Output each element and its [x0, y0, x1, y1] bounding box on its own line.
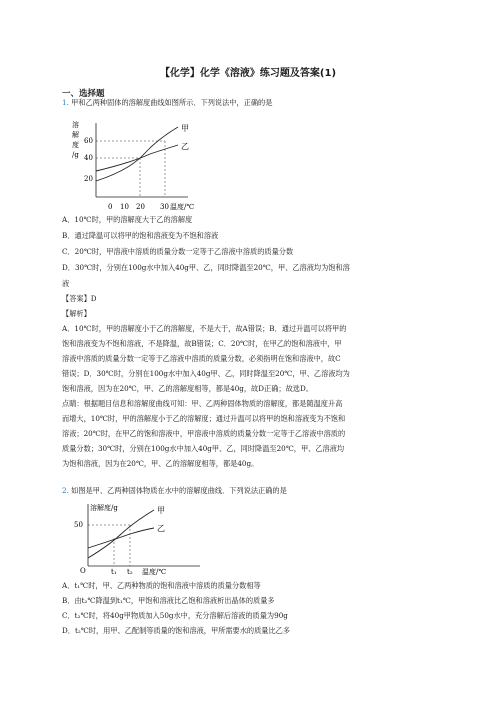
q2-curve-yi — [88, 528, 154, 548]
q1-option-c: C．20℃时，甲溶液中溶质的质量分数一定等于乙溶液中溶质的质量分数 — [62, 247, 294, 256]
q1-analysis-label: 【解析】 — [62, 309, 91, 318]
q2-option-b: B．由t₂℃降温到t₁℃，甲饱和溶液比乙饱和溶液析出晶体的质量多 — [62, 596, 275, 605]
q1-analysis-line-4: 错误；D．30℃时，分别在100g水中加入40g甲、乙，同时降温至20℃，甲、乙溶液均为 — [62, 369, 350, 378]
q2-origin: O — [80, 567, 86, 575]
q1-note-line-4: 质量分数；30℃时，分别在100g水中加入40g甲、乙，同时降温至20℃，甲、乙溶液均 — [62, 444, 345, 453]
q1-option-b: B．通过降温可以将甲的饱和溶液变为不饱和溶液 — [62, 231, 219, 240]
q1-xtick-0: 0 — [108, 203, 113, 211]
q1-xtick-20: 20 — [136, 203, 145, 211]
q1-note-line-1: 点睛：根据题目信息和溶解度曲线可知：甲、乙两种固体物质的溶解度，都是随温度升高 — [62, 399, 343, 408]
document-title: 【化学】化学《溶液》练习题及答案(1) — [159, 68, 337, 79]
question-2-stem — [62, 486, 442, 495]
question-1-number: 1. — [62, 98, 69, 107]
q1-solubility-chart — [70, 115, 210, 215]
q1-analysis-line-3: 溶液中溶质的质量分数一定等于乙溶液中溶质的质量分数，必须指明在饱和溶液中，故C — [62, 354, 341, 363]
q2-xlabel: 温度/℃ — [142, 568, 167, 576]
q2-solubility-chart — [68, 500, 218, 576]
q1-ytick-20: 20 — [84, 175, 93, 183]
q2-option-c: C．t₂℃时，将40g甲物质加入50g水中，充分溶解后溶液的质量为90g — [62, 611, 288, 620]
q2-series-jia: 甲 — [157, 506, 165, 515]
q1-option-d: D．30℃时，分别在100g水中加入40g甲、乙，同时降温至20℃，甲、乙溶液均为饱和溶 — [62, 263, 350, 272]
q1-ylabel-char-4: /g — [72, 151, 79, 159]
q1-answer: 【答案】D — [62, 294, 97, 303]
q1-ytick-40: 40 — [84, 154, 93, 162]
q2-ylabel: 溶解度/g — [90, 504, 118, 512]
q1-note-line-3: 溶液；20℃时，在甲乙的饱和溶液中，甲溶液中溶质的质量分数一定等于乙溶液中溶质的 — [62, 429, 346, 438]
q1-ylabel-char-3: 度 — [72, 141, 79, 149]
q2-curve-jia — [88, 510, 154, 558]
q1-ylabel-char-2: 解 — [72, 131, 79, 139]
q2-option-a: A．t₁℃时，甲、乙两种物质的饱和溶液中溶质的质量分数相等 — [62, 581, 261, 590]
question-2-number: 2. — [62, 486, 69, 495]
q1-xtick-10: 10 — [120, 203, 129, 211]
q2-ytick-50: 50 — [74, 521, 83, 529]
question-1-text: 甲和乙两种固体的溶解度曲线如图所示．下列说法中，正确的是 — [71, 98, 273, 107]
question-1-stem — [62, 98, 442, 107]
q2-option-d: D．t₂℃时，用甲、乙配制等质量的饱和溶液，甲所需要水的质量比乙多 — [62, 626, 291, 635]
q2-xtick-t1: t₁ — [111, 568, 117, 576]
q1-series-yi: 乙 — [181, 142, 189, 151]
q1-ylabel-char-1: 溶 — [72, 121, 79, 129]
q1-series-jia: 甲 — [181, 124, 189, 133]
q1-analysis-line-5: 饱和溶液，因为在20℃，甲、乙的溶解度相等，都是40g，故D正确；故选D。 — [62, 384, 313, 393]
q1-analysis-line-1: A．10℃时，甲的溶解度小于乙的溶解度，不是大于，故A错误；B．通过升温可以将甲的 — [62, 324, 347, 333]
q1-xtick-30: 30 — [160, 203, 169, 211]
q2-xtick-t2: t₂ — [127, 568, 133, 576]
q1-option-a: A．10℃时，甲的溶解度大于乙的溶解度 — [62, 215, 193, 224]
question-2-text: 如图是甲、乙两种固体物质在水中的溶解度曲线．下列说法正确的是 — [71, 486, 287, 495]
q1-note-line-5: 为饱和溶液，因为在20℃，甲、乙的溶解度相等，都是40g。 — [62, 459, 259, 468]
q1-note-line-2: 而增大，10℃时，甲的溶解度小于乙的溶解度；通过升温可以将甲的饱和溶液变为不饱和 — [62, 414, 346, 423]
section-heading: 一、选择题 — [62, 89, 105, 99]
q1-option-d-cont: 液 — [62, 279, 70, 288]
q1-xlabel: 温度/℃ — [170, 203, 195, 211]
q1-analysis-line-2: 饱和溶液变为不饱和溶液，不是降温，故B错误；C．20℃时，在甲乙的饱和溶液中，甲 — [62, 339, 342, 348]
q2-series-yi: 乙 — [157, 524, 165, 533]
q1-ytick-60: 60 — [84, 137, 93, 145]
q1-curve-jia — [96, 127, 178, 181]
